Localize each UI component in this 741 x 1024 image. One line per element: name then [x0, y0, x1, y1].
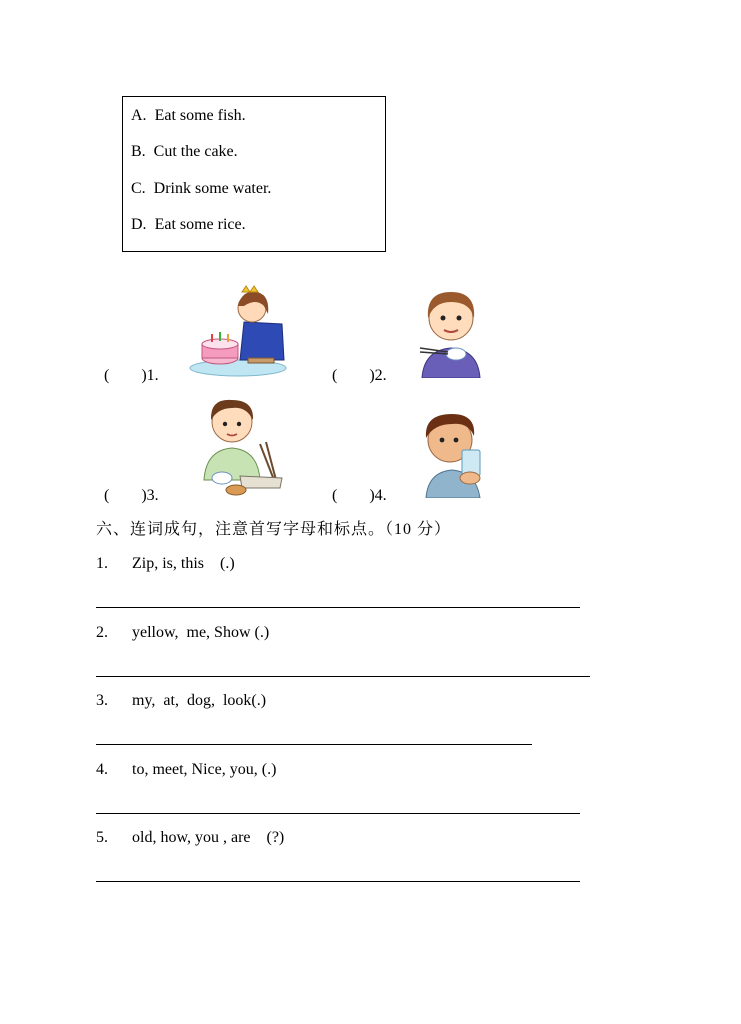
picture-1-label: ( )1. — [104, 367, 159, 384]
option-c: C. Drink some water. — [131, 180, 272, 197]
sentence-4: 4. to, meet, Nice, you, (.) — [96, 761, 277, 778]
sentence-1: 1. Zip, is, this (.) — [96, 555, 235, 572]
options-box — [122, 96, 386, 252]
answer-line-4[interactable] — [96, 813, 580, 814]
option-d: D. Eat some rice. — [131, 216, 246, 233]
option-b: B. Cut the cake. — [131, 143, 238, 160]
answer-line-3[interactable] — [96, 744, 532, 745]
picture-3-label: ( )3. — [104, 487, 159, 504]
answer-line-2[interactable] — [96, 676, 590, 677]
answer-line-1[interactable] — [96, 607, 580, 608]
sentence-2: 2. yellow, me, Show (.) — [96, 624, 270, 641]
picture-2-label: ( )2. — [332, 367, 387, 384]
sentence-3: 3. my, at, dog, look(.) — [96, 692, 267, 709]
boy-drinking-water-icon — [414, 410, 494, 498]
section-title: 六、连词成句，注意首写字母和标点。（10 分） — [96, 521, 452, 538]
sentence-5: 5. old, how, you , are (?) — [96, 829, 285, 846]
girl-eating-rice-icon — [416, 288, 486, 378]
answer-line-5[interactable] — [96, 881, 580, 882]
girl-cutting-cake-icon — [186, 284, 290, 378]
picture-4-label: ( )4. — [332, 487, 387, 504]
option-a: A. Eat some fish. — [131, 107, 246, 124]
boy-eating-fish-icon — [196, 394, 286, 498]
